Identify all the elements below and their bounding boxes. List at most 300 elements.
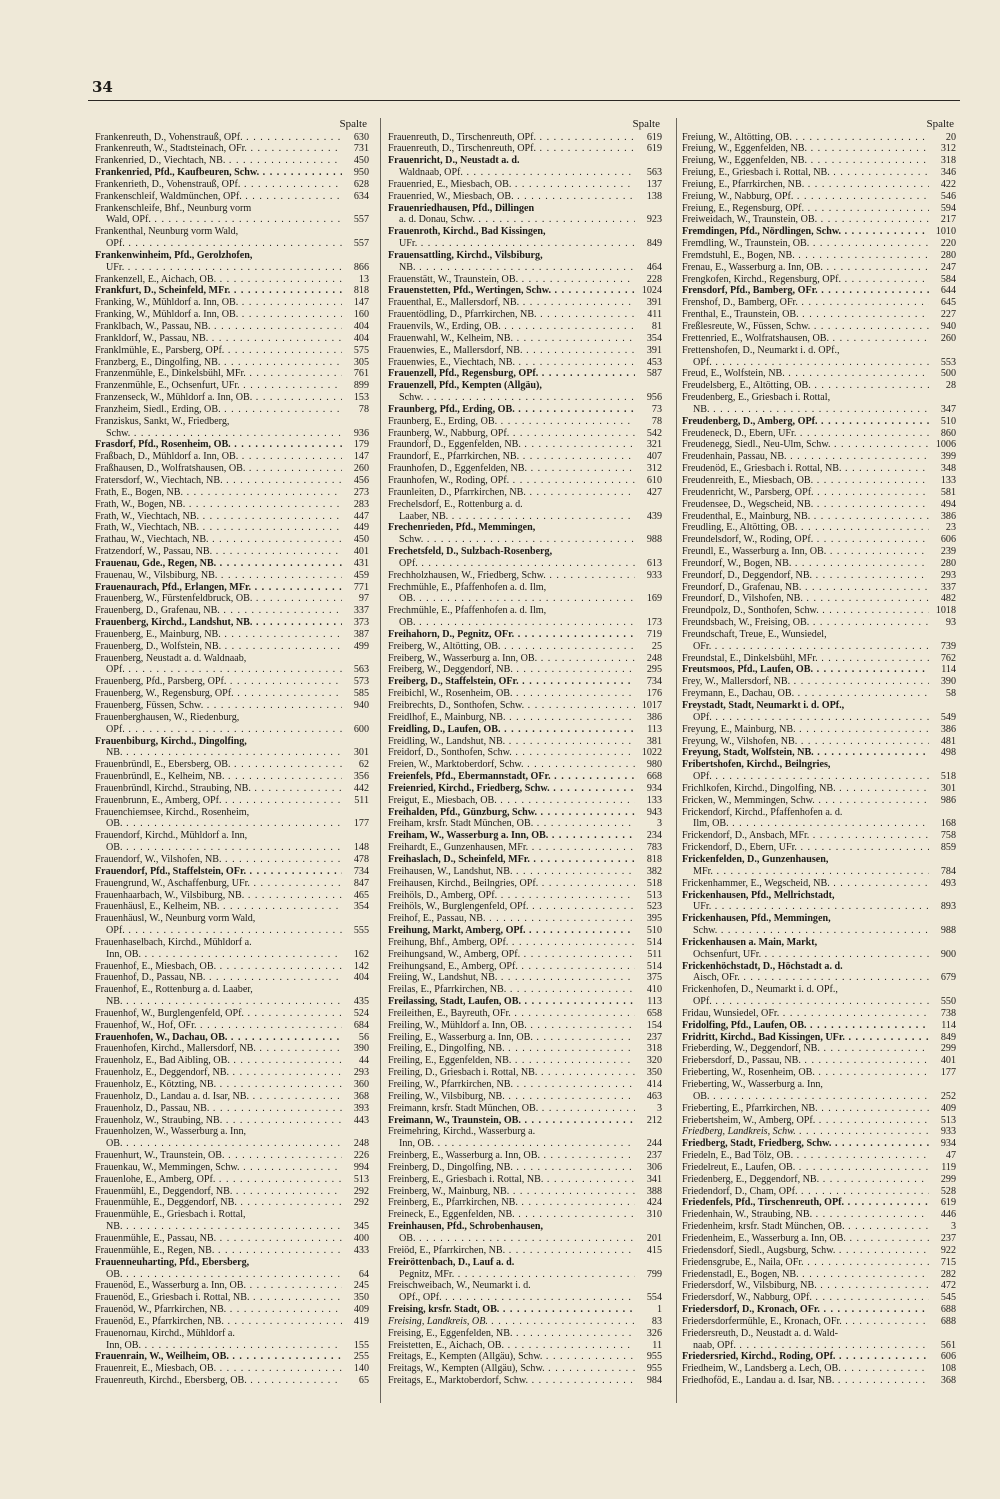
index-entry bbox=[95, 368, 369, 380]
entry-column-number: 346 bbox=[940, 167, 956, 179]
entry-text: Freudeneck, D., Ebern, UFr. . . . bbox=[682, 428, 929, 440]
entry-column-number: 900 bbox=[940, 948, 956, 960]
entry-text: Frauenmühle, E., Deggendorf, NB. . . . bbox=[95, 1197, 342, 1209]
entry-column-number: 312 bbox=[940, 143, 956, 155]
entry-text: Frickenhammer, E., Wegscheid, NB. . . . bbox=[682, 878, 929, 890]
entry-text: Freutsmoos, Pfd., Laufen, OB. . . . bbox=[682, 664, 929, 676]
entry-column-number: 73 bbox=[651, 403, 662, 415]
entry-text: Freischweibach, W., Neumarkt i. d. bbox=[388, 1280, 531, 1292]
entry-column-number: 409 bbox=[940, 1102, 956, 1114]
index-entry bbox=[682, 1245, 956, 1257]
index-entry bbox=[388, 724, 662, 736]
entry-column-number: 64 bbox=[358, 1268, 369, 1280]
entry-column-number: 177 bbox=[353, 818, 369, 830]
index-entry bbox=[95, 297, 369, 309]
entry-column-number: 634 bbox=[353, 190, 369, 202]
entry-text: OB. . . . bbox=[399, 1233, 635, 1245]
index-entry bbox=[388, 1209, 662, 1221]
index-entry bbox=[388, 333, 662, 345]
entry-text: Freihungsand, W., Amberg, OPf. . . . bbox=[388, 949, 635, 961]
index-entry bbox=[682, 558, 956, 570]
entry-text: Inn, OB. . . . bbox=[106, 1340, 342, 1352]
index-entry bbox=[95, 1103, 369, 1115]
entry-text: Freilas, E., Pfarrkirchen, NB. . . . bbox=[388, 984, 635, 996]
entry-text: Friedendorf, D., Cham, OPf. . . . bbox=[682, 1186, 929, 1198]
entry-text: Frauenvils, W., Erding, OB. . . . bbox=[388, 321, 635, 333]
entry-column-number: 404 bbox=[353, 972, 369, 984]
index-entry bbox=[388, 1257, 662, 1269]
entry-text: Frauenhof, D., Passau, NB. . . . bbox=[95, 972, 342, 984]
entry-column-number: 113 bbox=[647, 996, 662, 1008]
index-entry bbox=[388, 854, 662, 866]
index-entry bbox=[95, 759, 369, 771]
entry-text: Friebertsheim, W., Amberg, OPf. . . . bbox=[682, 1115, 929, 1127]
index-entry bbox=[95, 1150, 369, 1162]
entry-text: Freundorf, D., Deggendorf, NB. . . . bbox=[682, 570, 929, 582]
entry-column-number: 731 bbox=[353, 143, 369, 155]
entry-column-number: 320 bbox=[646, 1055, 662, 1067]
index-entry bbox=[682, 1363, 956, 1375]
entry-column-number: 553 bbox=[940, 356, 956, 368]
index-entry bbox=[682, 724, 956, 736]
entry-column-number: 628 bbox=[353, 178, 369, 190]
entry-column-number: 299 bbox=[940, 1173, 956, 1185]
index-entry bbox=[95, 830, 369, 842]
entry-text: OB. . . . bbox=[399, 593, 635, 605]
index-entry bbox=[388, 1304, 662, 1316]
entry-column-number: 594 bbox=[940, 202, 956, 214]
entry-text: Frankenzell, E., Aichach, OB. . . . bbox=[95, 274, 342, 286]
index-entry bbox=[682, 451, 956, 463]
index-entry bbox=[388, 712, 662, 724]
entry-column-number: 1018 bbox=[935, 605, 956, 617]
index-entry bbox=[682, 1079, 956, 1091]
entry-text: Friedelreut, E., Laufen, OB. . . . bbox=[682, 1162, 929, 1174]
entry-text: Freinberg, E., Wasserburg a. Inn, OB. . . . bbox=[388, 1150, 635, 1162]
entry-text: Franklmühle, E., Parsberg, OPf. . . . bbox=[95, 345, 342, 357]
entry-column-number: 280 bbox=[940, 557, 956, 569]
index-entry bbox=[95, 238, 369, 250]
index-entry bbox=[95, 250, 369, 262]
entry-column-number: 715 bbox=[940, 1256, 956, 1268]
entry-text: Freising, krsfr. Stadt, OB. . . . bbox=[388, 1304, 635, 1316]
entry-column-number: 955 bbox=[646, 1351, 662, 1363]
index-entry bbox=[95, 664, 369, 676]
entry-text: Freudenricht, W., Parsberg, OPf. . . . bbox=[682, 487, 929, 499]
index-entry bbox=[388, 783, 662, 795]
index-entry bbox=[682, 1008, 956, 1020]
index-entry bbox=[682, 1091, 956, 1103]
entry-text: Frauenberghausen, W., Riedenburg, bbox=[95, 711, 240, 723]
entry-text: Freinhausen, Pfd., Schrobenhausen, bbox=[388, 1221, 543, 1233]
entry-text: Freundpolz, D., Sonthofen, Schw. . . . bbox=[682, 605, 929, 617]
entry-column-number: 433 bbox=[353, 1244, 369, 1256]
index-entry bbox=[682, 285, 956, 297]
entry-column-number: 464 bbox=[646, 261, 662, 273]
index-entry bbox=[388, 570, 662, 582]
entry-column-number: 1024 bbox=[641, 285, 662, 297]
entry-column-number: 494 bbox=[940, 498, 956, 510]
entry-text: Frankenrieth, D., Vohenstrauß, OPf. . . . bbox=[95, 179, 342, 191]
entry-text: Frauenreuth, D., Tirschenreuth, OPf. . . . bbox=[388, 143, 635, 155]
index-entry bbox=[682, 1174, 956, 1186]
entry-column-number: 78 bbox=[651, 415, 662, 427]
entry-column-number: 301 bbox=[940, 782, 956, 794]
index-entry bbox=[682, 1162, 956, 1174]
index-entry bbox=[682, 747, 956, 759]
entry-column-number: 13 bbox=[358, 273, 369, 285]
entry-column-number: 237 bbox=[646, 1150, 662, 1162]
entry-text: Frauenberg, Pfd., Parsberg, OPf. . . . bbox=[95, 676, 342, 688]
entry-text: Fridau, Wunsiedel, OFr. . . . bbox=[682, 1008, 929, 1020]
entry-column-number: 940 bbox=[353, 700, 369, 711]
entry-column-number: 922 bbox=[940, 1244, 956, 1256]
entry-column-number: 549 bbox=[940, 711, 956, 723]
entry-column-number: 943 bbox=[646, 806, 662, 818]
entry-column-number: 237 bbox=[940, 1232, 956, 1244]
entry-text: Frauenau, Gde., Regen, NB. . . . bbox=[95, 558, 342, 570]
entry-text: Frauenberg, W., Regensburg, OPf. . . . bbox=[95, 688, 342, 700]
index-entry bbox=[388, 226, 662, 238]
entry-text: Frauenzell, Pfd., Regensburg, OPf. . . . bbox=[388, 368, 635, 380]
index-entry bbox=[388, 1126, 662, 1138]
entry-column-number: 386 bbox=[940, 510, 956, 522]
index-entry bbox=[682, 439, 956, 451]
entry-column-number: 153 bbox=[353, 392, 369, 404]
index-entry bbox=[388, 949, 662, 961]
index-entry bbox=[682, 783, 956, 795]
index-entry bbox=[682, 759, 956, 771]
index-entry bbox=[388, 274, 662, 286]
index-entry bbox=[388, 416, 662, 428]
index-entry bbox=[682, 203, 956, 215]
entry-text: Frauenbründl, E., Ebersberg, OB. . . . bbox=[95, 759, 342, 771]
entry-text: Frauenhofen, Kirchd., Mallersdorf, NB. . . . bbox=[95, 1043, 342, 1055]
entry-column-number: 78 bbox=[358, 403, 369, 415]
entry-column-number: 410 bbox=[646, 984, 662, 996]
entry-text: Schw. . . . bbox=[399, 392, 635, 404]
entry-column-number: 23 bbox=[945, 522, 956, 534]
entry-column-number: 381 bbox=[646, 735, 662, 747]
entry-column-number: 247 bbox=[940, 261, 956, 273]
entry-column-number: 401 bbox=[353, 546, 369, 558]
index-entry bbox=[388, 961, 662, 973]
entry-text: Frauendorf, Kirchd., Mühldorf a. Inn, bbox=[95, 830, 248, 842]
index-entry bbox=[682, 617, 956, 629]
entry-text: Fraunhofen, D., Eggenfelden, NB. . . . bbox=[388, 463, 635, 475]
entry-text: Frauenwahl, W., Kelheim, NB. . . . bbox=[388, 333, 635, 345]
entry-text: Friedersdorf, W., Vilsbiburg, NB. . . . bbox=[682, 1280, 929, 1292]
entry-text: Frauenornau, Kirchd., Mühldorf a. bbox=[95, 1327, 235, 1339]
index-entry bbox=[682, 179, 956, 191]
entry-text: Freiham, W., Wasserburg a. Inn, OB. . . . bbox=[388, 830, 635, 842]
entry-text: Frauenaurach, Pfd., Erlangen, MFr. . . . bbox=[95, 582, 342, 594]
entry-column-number: 97 bbox=[358, 593, 369, 605]
entry-column-number: 630 bbox=[353, 131, 369, 143]
entry-text: Freihöls, D., Amberg, OPf. . . . bbox=[388, 890, 635, 902]
index-entry bbox=[388, 297, 662, 309]
entry-column-number: 234 bbox=[646, 830, 662, 842]
index-entry bbox=[682, 546, 956, 558]
entry-text: Frauenreit, E., Miesbach, OB. . . . bbox=[95, 1363, 342, 1375]
entry-column-number: 446 bbox=[940, 1209, 956, 1221]
entry-text: Fraundorf, E., Pfarrkirchen, NB. . . . bbox=[388, 451, 635, 463]
index-entry bbox=[95, 511, 369, 523]
entry-text: Frauenöd, W., Pfarrkirchen, NB. . . . bbox=[95, 1304, 342, 1316]
index-entry bbox=[95, 1316, 369, 1328]
index-entry bbox=[95, 1174, 369, 1186]
entry-text: Freineck, E., Eggenfelden, NB. . . . bbox=[388, 1209, 635, 1221]
entry-text: Freitags, E., Marktoberdorf, Schw. . . . bbox=[388, 1375, 635, 1387]
entry-text: Frauenchiemsee, Kirchd., Rosenheim, bbox=[95, 806, 250, 818]
entry-column-number: 321 bbox=[646, 439, 662, 451]
entry-column-number: 557 bbox=[353, 238, 369, 250]
index-entry bbox=[682, 605, 956, 617]
index-entry bbox=[682, 688, 956, 700]
entry-text: Fremdling, W., Traunstein, OB. . . . bbox=[682, 238, 929, 250]
index-entry bbox=[95, 771, 369, 783]
entry-column-number: 386 bbox=[646, 711, 662, 723]
entry-column-number: 563 bbox=[646, 167, 662, 179]
index-entry bbox=[388, 842, 662, 854]
entry-column-number: 114 bbox=[941, 664, 956, 676]
entry-text: Freihausen, Kirchd., Beilngries, OPf. . . . bbox=[388, 878, 635, 890]
entry-column-number: 354 bbox=[646, 332, 662, 344]
index-entry bbox=[682, 972, 956, 984]
entry-text: Frath, W., Viechtach, NB. . . . bbox=[95, 522, 342, 534]
index-entry bbox=[682, 1328, 956, 1340]
entry-text: Frauenbründl, Kirchd., Straubing, NB. . . . bbox=[95, 783, 342, 795]
entry-text: Freundl, E., Wasserburg a. Inn, OB. . . . bbox=[682, 546, 929, 558]
index-entry bbox=[95, 582, 369, 594]
entry-text: Franzenmühle, E., Ochsenfurt, UFr. . . . bbox=[95, 380, 342, 392]
entry-text: Frauenriedhausen, Pfd., Dillingen bbox=[388, 202, 535, 214]
entry-text: Frauenberg, Füssen, Schw. . . . bbox=[95, 700, 342, 712]
entry-text: Freiberg, W., Deggendorf, NB. . . . bbox=[388, 664, 635, 676]
entry-text: Friedenstadl, E., Bogen, NB. . . . bbox=[682, 1269, 929, 1281]
entry-text: Ochsenfurt, UFr. . . . bbox=[693, 949, 929, 961]
entry-column-number: 456 bbox=[353, 474, 369, 486]
entry-column-number: 762 bbox=[940, 652, 956, 664]
entry-column-number: 395 bbox=[646, 913, 662, 925]
index-entry bbox=[682, 570, 956, 582]
entry-text: Freienfels, Pfd., Ebermannstadt, OFr. . . . bbox=[388, 771, 635, 783]
entry-text: Friedhoföd, E., Landau a. d. Isar, NB. . . . bbox=[682, 1375, 929, 1387]
entry-text: Frauenreuth, Kirchd., Ebersberg, OB. . . . bbox=[95, 1375, 342, 1387]
index-entry bbox=[682, 487, 956, 499]
index-entry bbox=[388, 593, 662, 605]
entry-text: Frechmühle, E., Pfaffenhofen a. d. Ilm, bbox=[388, 605, 547, 617]
index-entry bbox=[388, 901, 662, 913]
index-entry bbox=[682, 961, 956, 973]
entry-column-number: 771 bbox=[353, 581, 369, 593]
entry-column-number: 459 bbox=[353, 569, 369, 581]
entry-column-number: 575 bbox=[353, 344, 369, 356]
entry-column-number: 360 bbox=[353, 1079, 369, 1090]
entry-column-number: 684 bbox=[353, 1019, 369, 1031]
index-entry bbox=[682, 771, 956, 783]
entry-text: Frauenholz, E., Bad Aibling, OB. . . . bbox=[95, 1055, 342, 1067]
index-entry bbox=[682, 1067, 956, 1079]
index-entry bbox=[388, 285, 662, 297]
column-header: Spalte bbox=[339, 118, 367, 130]
index-column-2 bbox=[388, 118, 662, 1387]
entry-column-number: 58 bbox=[945, 688, 956, 700]
index-entry bbox=[388, 641, 662, 653]
entry-column-number: 453 bbox=[646, 356, 662, 368]
index-entry bbox=[682, 534, 956, 546]
index-entry bbox=[682, 214, 956, 226]
index-entry bbox=[682, 984, 956, 996]
index-entry bbox=[388, 1138, 662, 1150]
entry-text: Frauenhof, E., Miesbach, OB. . . . bbox=[95, 961, 342, 973]
index-entry bbox=[95, 783, 369, 795]
entry-column-number: 545 bbox=[940, 1292, 956, 1304]
entry-column-number: 382 bbox=[646, 865, 662, 877]
entry-column-number: 442 bbox=[353, 782, 369, 794]
index-entry bbox=[682, 1032, 956, 1044]
entry-text: Frankenreuth, W., Stadtsteinach, OFr. . . . bbox=[95, 143, 342, 155]
entry-text: Frauenhof, W., Burglengenfeld, OPf. . . . bbox=[95, 1008, 342, 1020]
entry-column-number: 356 bbox=[353, 771, 369, 783]
index-entry bbox=[95, 1292, 369, 1304]
entry-text: Frauendorf, W., Vilshofen, NB. . . . bbox=[95, 854, 342, 866]
index-entry bbox=[682, 333, 956, 345]
entry-column-number: 326 bbox=[646, 1327, 662, 1339]
index-entry bbox=[682, 1126, 956, 1138]
entry-text: Freiham, krsfr. Stadt München, OB. . . . bbox=[388, 818, 635, 830]
index-entry bbox=[95, 143, 369, 155]
entry-column-number: 561 bbox=[940, 1339, 956, 1351]
entry-text: Freihung, Bhf., Amberg, OPf. . . . bbox=[388, 937, 635, 949]
index-entry bbox=[95, 309, 369, 321]
index-entry bbox=[388, 818, 662, 830]
entry-text: Frasdorf, Pfd., Rosenheim, OB. . . . bbox=[95, 439, 342, 451]
entry-column-number: 305 bbox=[353, 356, 369, 368]
index-entry bbox=[388, 1197, 662, 1209]
index-entry bbox=[95, 522, 369, 534]
column-header: Spalte bbox=[926, 118, 954, 130]
entry-text: Frechmühle, E., Pfaffenhofen a. d. Ilm, bbox=[388, 581, 547, 593]
column-divider bbox=[380, 118, 381, 1403]
entry-text: Frauengrund, W., Aschaffenburg, UFr. . . . bbox=[95, 878, 342, 890]
entry-column-number: 988 bbox=[940, 925, 956, 937]
entry-column-number: 584 bbox=[940, 273, 956, 285]
index-entry bbox=[95, 167, 369, 179]
entry-column-number: 280 bbox=[940, 249, 956, 261]
index-entry bbox=[388, 617, 662, 629]
index-entry bbox=[95, 179, 369, 191]
index-entry bbox=[95, 688, 369, 700]
index-entry bbox=[388, 428, 662, 440]
entry-text: Frauenöd, E., Pfarrkirchen, NB. . . . bbox=[95, 1316, 342, 1328]
entry-text: Freudelsberg, E., Altötting, OB. . . . bbox=[682, 380, 929, 392]
entry-text: Fraunberg, W., Nabburg, OPf. . . . bbox=[388, 428, 635, 440]
index-entry bbox=[682, 475, 956, 487]
entry-text: Frauendorf, Pfd., Staffelstein, OFr. . . . bbox=[95, 866, 342, 878]
entry-column-number: 610 bbox=[646, 474, 662, 486]
entry-text: Freiung, E., Pfarrkirchen, NB. . . . bbox=[682, 179, 929, 191]
index-entry bbox=[388, 1328, 662, 1340]
entry-text: Frauenberg, Neustadt a. d. Waldnaab, bbox=[95, 652, 247, 664]
entry-text: OB. . . . bbox=[693, 1091, 929, 1103]
index-entry bbox=[95, 345, 369, 357]
entry-text: OPf. . . . bbox=[106, 925, 342, 937]
entry-text: a. d. Donau, Schw. . . . bbox=[399, 214, 635, 226]
entry-column-number: 341 bbox=[646, 1173, 662, 1185]
index-entry bbox=[388, 132, 662, 144]
entry-text: Freiröttenbach, D., Lauf a. d. bbox=[388, 1256, 515, 1268]
index-entry bbox=[682, 238, 956, 250]
entry-text: Frickendorf, D., Ansbach, MFr. . . . bbox=[682, 830, 929, 842]
index-entry bbox=[388, 1115, 662, 1127]
index-entry bbox=[95, 1079, 369, 1091]
entry-column-number: 407 bbox=[646, 451, 662, 463]
index-entry bbox=[388, 546, 662, 558]
index-entry bbox=[388, 203, 662, 215]
entry-column-number: 427 bbox=[646, 486, 662, 498]
entry-column-number: 1022 bbox=[641, 747, 662, 759]
entry-text: Frauenberg, Kirchd., Landshut, NB. . . . bbox=[95, 617, 342, 629]
index-entry bbox=[682, 274, 956, 286]
entry-text: Frauenberg, D., Wolfstein, NB. . . . bbox=[95, 641, 342, 653]
entry-column-number: 719 bbox=[646, 628, 662, 640]
entry-column-number: 119 bbox=[941, 1161, 956, 1173]
entry-text: Freiung, E., Griesbach i. Rottal, NB. . . . bbox=[682, 167, 929, 179]
entry-text: Frickenhausen a. Main, Markt, bbox=[682, 936, 818, 948]
index-entry bbox=[388, 499, 662, 511]
index-entry bbox=[682, 700, 956, 712]
entry-text: Freiberg, W., Wasserburg a. Inn, OB. . . . bbox=[388, 653, 635, 665]
entry-column-number: 422 bbox=[940, 178, 956, 190]
index-entry bbox=[682, 1043, 956, 1055]
entry-text: Freigut, E., Miesbach, OB. . . . bbox=[388, 795, 635, 807]
entry-column-number: 500 bbox=[940, 368, 956, 380]
entry-text: Laaber, NB. . . . bbox=[399, 511, 635, 523]
index-entry bbox=[388, 771, 662, 783]
entry-text: Freiling, E., Wasserburg a. Inn, OB. . . . bbox=[388, 1032, 635, 1044]
index-entry bbox=[95, 203, 369, 215]
entry-column-number: 688 bbox=[940, 1315, 956, 1327]
entry-text: Freihungsand, E., Amberg, OPf. . . . bbox=[388, 961, 635, 973]
index-entry bbox=[95, 392, 369, 404]
index-entry bbox=[95, 1162, 369, 1174]
entry-text: OPf. . . . bbox=[693, 771, 929, 783]
entry-text: Freßlesreute, W., Füssen, Schw. . . . bbox=[682, 321, 929, 333]
index-entry bbox=[682, 818, 956, 830]
entry-text: Frauenbründl, E., Kelheim, NB. . . . bbox=[95, 771, 342, 783]
entry-column-number: 260 bbox=[940, 332, 956, 344]
entry-column-number: 237 bbox=[646, 1031, 662, 1043]
index-entry bbox=[388, 759, 662, 771]
entry-column-number: 162 bbox=[353, 948, 369, 960]
entry-column-number: 375 bbox=[646, 972, 662, 984]
entry-column-number: 518 bbox=[646, 877, 662, 889]
entry-text: UFr. . . . bbox=[693, 901, 929, 913]
entry-column-number: 348 bbox=[940, 463, 956, 475]
entry-column-number: 606 bbox=[940, 534, 956, 546]
entry-column-number: 81 bbox=[651, 321, 662, 332]
index-entry bbox=[682, 676, 956, 688]
entry-text: Freiling, W., Mühldorf a. Inn, OB. . . . bbox=[388, 1020, 635, 1032]
index-entry bbox=[388, 1020, 662, 1032]
index-entry bbox=[388, 345, 662, 357]
entry-text: Frettenried, E., Wolfratshausen, OB. . . . bbox=[682, 333, 929, 345]
entry-column-number: 950 bbox=[353, 167, 369, 179]
index-entry bbox=[388, 1091, 662, 1103]
entry-text: Fraßbach, D., Mühldorf a. Inn, OB. . . . bbox=[95, 451, 342, 463]
entry-text: Frauenhaselbach, Kirchd., Mühldorf a. bbox=[95, 936, 252, 948]
